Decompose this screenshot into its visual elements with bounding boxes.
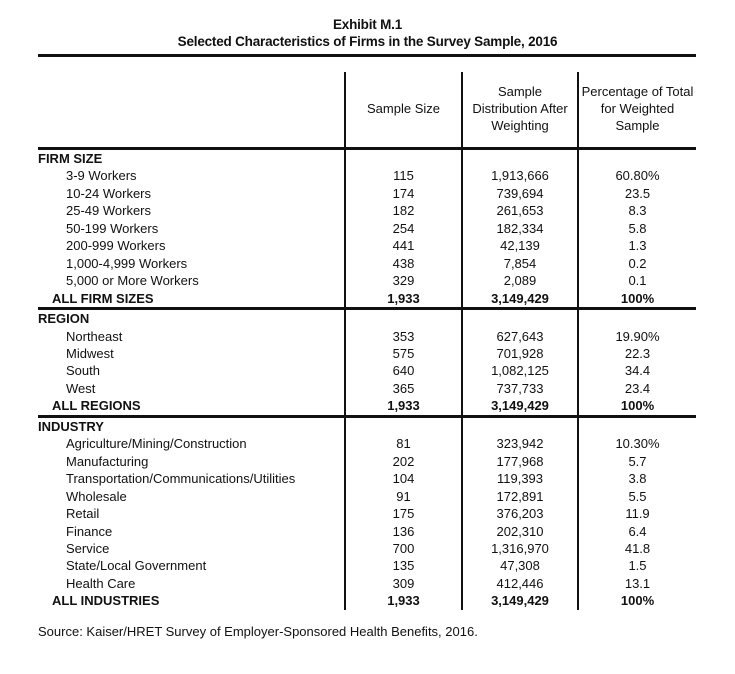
weighted-distribution-cell: 42,139 — [462, 237, 578, 254]
weighted-distribution-cell: 119,393 — [462, 470, 578, 487]
sample-size-cell: 575 — [345, 345, 462, 362]
weighted-distribution-cell: 1,082,125 — [462, 362, 578, 379]
weighted-distribution-cell: 182,334 — [462, 220, 578, 237]
sample-size-cell: 202 — [345, 453, 462, 470]
total-percentage: 100% — [578, 397, 696, 416]
table-row — [38, 255, 696, 272]
row-label: 25-49 Workers — [66, 203, 152, 219]
weighted-distribution-cell: 7,854 — [462, 255, 578, 272]
row-label: Agriculture/Mining/Construction — [66, 436, 247, 452]
empty-cell — [345, 149, 462, 168]
source-note: Source: Kaiser/HRET Survey of Employer-Sponsored Health Benefits, 2016. — [38, 624, 478, 639]
sample-size-cell: 175 — [345, 505, 462, 522]
empty-cell — [345, 309, 462, 328]
row-label: West — [66, 380, 96, 396]
row-label: Transportation/Communications/Utilities — [66, 471, 296, 487]
sample-size-cell: 365 — [345, 380, 462, 397]
table-row — [38, 237, 696, 254]
weighted-distribution-cell: 323,942 — [462, 435, 578, 452]
sample-size-cell: 136 — [345, 523, 462, 540]
sample-size-cell: 104 — [345, 470, 462, 487]
percentage-cell: 5.5 — [578, 488, 696, 505]
section-heading-row — [38, 149, 696, 168]
percentage-cell: 22.3 — [578, 345, 696, 362]
weighted-distribution-cell: 2,089 — [462, 272, 578, 289]
table-row — [38, 470, 696, 487]
empty-cell — [578, 309, 696, 328]
total-sample-size: 1,933 — [345, 397, 462, 416]
weighted-distribution-cell: 701,928 — [462, 345, 578, 362]
header-row — [38, 72, 696, 149]
percentage-cell: 8.3 — [578, 202, 696, 219]
weighted-distribution-cell: 261,653 — [462, 202, 578, 219]
section-heading-row — [38, 309, 696, 328]
weighted-distribution-cell: 202,310 — [462, 523, 578, 540]
total-sample-size: 1,933 — [345, 290, 462, 309]
percentage-cell: 6.4 — [578, 523, 696, 540]
row-label: Service — [66, 540, 110, 556]
exhibit-number: Exhibit M.1 — [332, 17, 403, 32]
percentage-cell: 23.4 — [578, 380, 696, 397]
percentage-cell: 60.80% — [578, 167, 696, 184]
table-row — [38, 575, 696, 592]
percentage-cell: 5.8 — [578, 220, 696, 237]
percentage-cell: 34.4 — [578, 362, 696, 379]
percentage-cell: 41.8 — [578, 540, 696, 557]
total-weighted-distribution: 3,149,429 — [462, 592, 578, 609]
percentage-cell: 0.1 — [578, 272, 696, 289]
weighted-distribution-cell: 376,203 — [462, 505, 578, 522]
percentage-cell: 13.1 — [578, 575, 696, 592]
total-weighted-distribution: 3,149,429 — [462, 397, 578, 416]
weighted-distribution-cell: 177,968 — [462, 453, 578, 470]
row-label: 5,000 or More Workers — [66, 273, 199, 289]
section-heading: INDUSTRY — [38, 418, 104, 434]
table-row — [38, 380, 696, 397]
percentage-cell: 10.30% — [578, 435, 696, 452]
sample-size-cell: 329 — [345, 272, 462, 289]
section-heading: REGION — [38, 311, 90, 327]
percentage-cell: 1.5 — [578, 557, 696, 574]
exhibit-title — [0, 16, 735, 50]
sample-size-cell: 254 — [345, 220, 462, 237]
empty-cell — [462, 149, 578, 168]
table-row — [38, 328, 696, 345]
column-header-weighted-distribution: Sample Distribution After Weighting — [462, 72, 578, 149]
empty-cell — [578, 149, 696, 168]
empty-cell — [462, 416, 578, 435]
table-row — [38, 167, 696, 184]
sample-size-cell: 438 — [345, 255, 462, 272]
exhibit-caption: Selected Characteristics of Firms in the Survey Sample, 2016 — [177, 34, 558, 49]
sample-size-cell: 81 — [345, 435, 462, 452]
table-row — [38, 272, 696, 289]
percentage-cell: 11.9 — [578, 505, 696, 522]
sample-size-cell: 309 — [345, 575, 462, 592]
row-label: State/Local Government — [66, 558, 207, 574]
percentage-cell: 3.8 — [578, 470, 696, 487]
sample-size-cell: 441 — [345, 237, 462, 254]
empty-cell — [345, 416, 462, 435]
table-row — [38, 505, 696, 522]
empty-cell — [578, 416, 696, 435]
weighted-distribution-cell: 1,316,970 — [462, 540, 578, 557]
table-container — [38, 54, 696, 610]
row-label: Wholesale — [66, 488, 127, 504]
table-row — [38, 453, 696, 470]
table-row — [38, 220, 696, 237]
table-row — [38, 488, 696, 505]
row-label: 50-199 Workers — [66, 220, 159, 236]
row-label: 1,000-4,999 Workers — [66, 255, 188, 271]
row-label: 10-24 Workers — [66, 185, 152, 201]
total-row — [38, 592, 696, 609]
row-label: Retail — [66, 506, 100, 522]
table-row — [38, 185, 696, 202]
empty-cell — [462, 309, 578, 328]
characteristics-table — [38, 72, 696, 610]
section-heading: FIRM SIZE — [38, 151, 103, 166]
total-sample-size: 1,933 — [345, 592, 462, 609]
table-row — [38, 435, 696, 452]
weighted-distribution-cell: 739,694 — [462, 185, 578, 202]
total-row — [38, 397, 696, 416]
sample-size-cell: 353 — [345, 328, 462, 345]
row-label: Midwest — [66, 345, 114, 361]
percentage-cell: 0.2 — [578, 255, 696, 272]
column-header-sample-size: Sample Size — [345, 72, 462, 149]
sample-size-cell: 640 — [345, 362, 462, 379]
weighted-distribution-cell: 1,913,666 — [462, 167, 578, 184]
total-row — [38, 290, 696, 309]
row-label: South — [66, 363, 100, 379]
table-body — [38, 149, 696, 610]
row-label: Manufacturing — [66, 453, 149, 469]
weighted-distribution-cell: 412,446 — [462, 575, 578, 592]
table-row — [38, 523, 696, 540]
sample-size-cell: 182 — [345, 202, 462, 219]
total-percentage: 100% — [578, 592, 696, 609]
row-label: Northeast — [66, 328, 123, 344]
table-row — [38, 362, 696, 379]
sample-size-cell: 174 — [345, 185, 462, 202]
top-rule — [38, 54, 696, 57]
section-heading-row — [38, 416, 696, 435]
percentage-cell: 5.7 — [578, 453, 696, 470]
table-row — [38, 202, 696, 219]
row-label: 200-999 Workers — [66, 238, 166, 254]
row-label: Finance — [66, 523, 113, 539]
total-weighted-distribution: 3,149,429 — [462, 290, 578, 309]
row-label: Health Care — [66, 575, 136, 591]
total-label: ALL FIRM SIZES — [38, 290, 345, 309]
column-header-percentage: Percentage of Total for Weighted Sample — [578, 72, 696, 149]
total-label: ALL REGIONS — [38, 397, 345, 416]
weighted-distribution-cell: 737,733 — [462, 380, 578, 397]
sample-size-cell: 135 — [345, 557, 462, 574]
percentage-cell: 1.3 — [578, 237, 696, 254]
sample-size-cell: 91 — [345, 488, 462, 505]
row-label: 3-9 Workers — [66, 168, 137, 184]
total-label: ALL INDUSTRIES — [52, 593, 160, 609]
weighted-distribution-cell: 627,643 — [462, 328, 578, 345]
percentage-cell: 19.90% — [578, 328, 696, 345]
table-row — [38, 557, 696, 574]
percentage-cell: 23.5 — [578, 185, 696, 202]
column-header-label — [38, 72, 345, 149]
table-row — [38, 540, 696, 557]
sample-size-cell: 115 — [345, 167, 462, 184]
sample-size-cell: 700 — [345, 540, 462, 557]
weighted-distribution-cell: 172,891 — [462, 488, 578, 505]
weighted-distribution-cell: 47,308 — [462, 557, 578, 574]
total-percentage: 100% — [578, 290, 696, 309]
table-row — [38, 345, 696, 362]
